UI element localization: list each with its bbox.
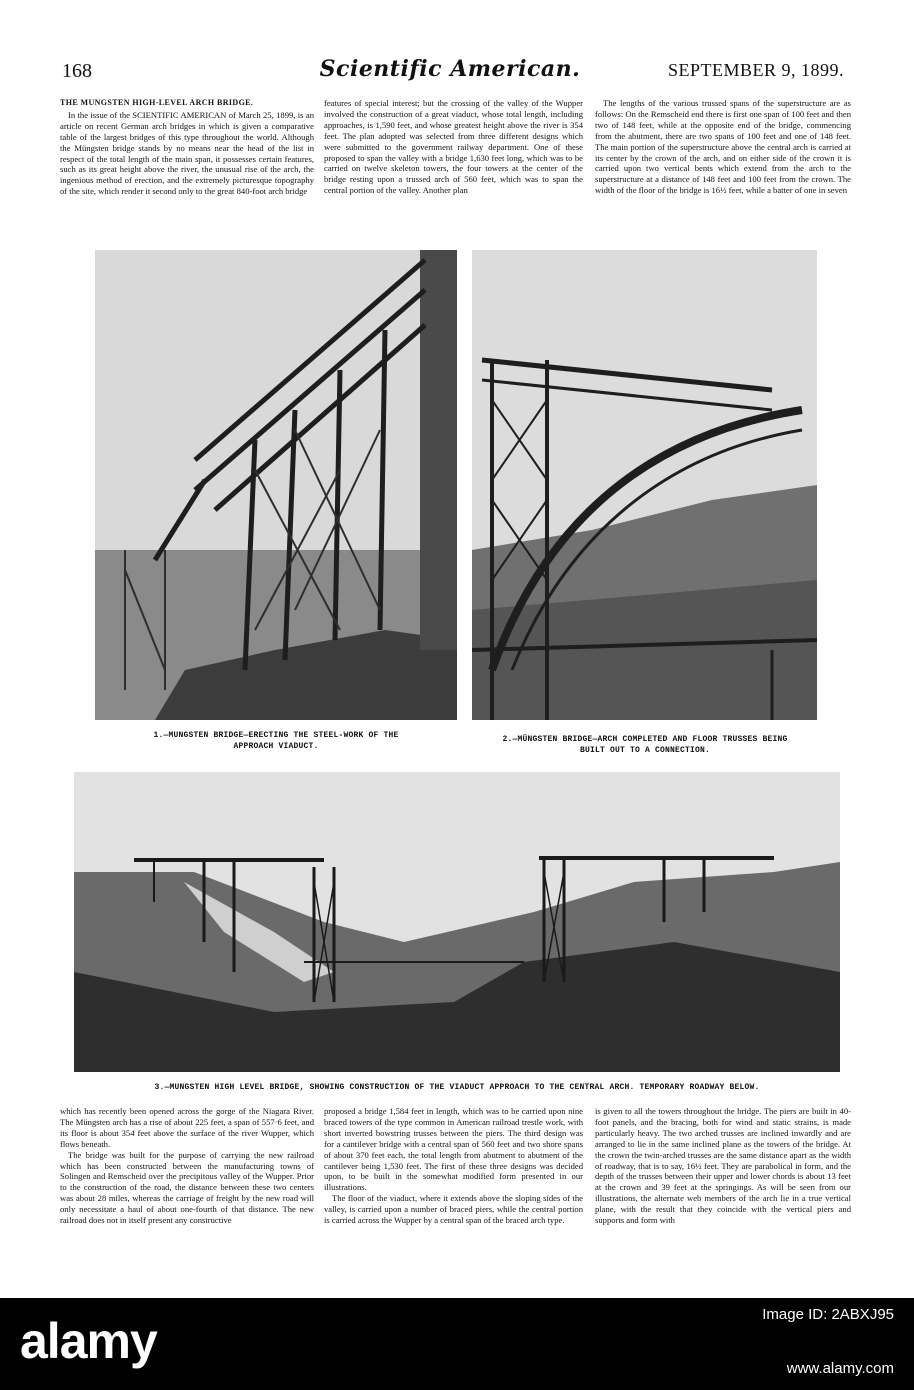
- alamy-logo: alamy: [20, 1313, 157, 1369]
- figure-1-photo: [95, 250, 457, 720]
- caption-line: APPROACH VIADUCT.: [233, 742, 319, 751]
- paragraph: In the issue of the SCIENTIFIC AMERICAN of March 25, 1899, is an article on recent German arch bridges in which is given a comparative table of the largest bridges of this type throughout the world. Although the Müngsten bridge stands by no means near the head of the list in respect of the total length of the main span, it possesses certain features, such as its great height above the river, the unusual rise of the arch, the ingenious method of erection, and the extremely picturesque topography of the site, which render it second only to the great 840-foot arch bridge: [60, 109, 314, 197]
- paragraph: proposed a bridge 1,584 feet in length, which was to be carried upon nine braced towers of the type common in American railroad trestle work, with short inverted bowstring trusses between the piers. The third design was for a cantilever bridge with a central span of 560 feet and two shore spans of about 370 feet each, the total length from abutment to abutment of the cantilever being 1,530 feet. The first of these three designs was decided upon, to be built in the somewhat modified form presented in our illustrations.: [324, 1106, 583, 1193]
- watermark-banner: [0, 1298, 914, 1390]
- paragraph: features of special interest; but the crossing of the valley of the Wupper involved the construction of a great viaduct, whose total length, including approaches, is 1,590 feet, and whose greatest height above the river is 354 feet. The plan adopted was selected from three different designs which were submitted to the government railway department. One of these proposed to span the valley with a bridge 1,630 feet long, which was to be carried on twelve skeleton towers, the four towers at the center of the bridge resting upon a trussed arch of 560 feet, which was to span the central portion of the valley. Another plan: [324, 98, 583, 196]
- page-number: 168: [62, 60, 92, 82]
- article-heading: THE MUNGSTEN HIGH-LEVEL ARCH BRIDGE.: [60, 98, 254, 107]
- paragraph: The floor of the viaduct, where it extends above the sloping sides of the valley, is carried upon a number of braced piers, while the central portion is carried across the Wupper by a central span of the braced arch type.: [324, 1193, 583, 1226]
- figure-3-photo: [74, 772, 840, 1072]
- masthead-title: Scientific American.: [319, 56, 581, 82]
- caption-line: 1.—MUNGSTEN BRIDGE—ERECTING THE STEEL-WORK OF THE: [153, 731, 399, 740]
- paragraph: which has recently been opened across the gorge of the Niagara River. The Müngsten arch has a rise of about 225 feet, a span of 557·6 feet, and its floor is about 354 feet above the surface of the river Wupper, which flows beneath.: [60, 1106, 314, 1149]
- figure-2-photo: [472, 250, 817, 720]
- paragraph: The bridge was built for the purpose of carrying the new railroad which has been constructed between the manufacturing towns of Solingen and Remscheid over the precipitous valley of the Wupper. Prior to the construction of the road, the distance between these two centers was about 28 miles, whereas the carriage of freight by the new road will only necessitate a haul of about one-fourth of that distance. The new railroad does not in itself present any constructive: [60, 1149, 314, 1226]
- figure-1-caption: [95, 730, 457, 752]
- paragraph: The lengths of the various trussed spans of the superstructure are as follows: On the Remscheid end there is first one span of 100 feet and then two of 148 feet, while at the opposite end of the bridge, commencing from the abutment, there are two spans of 100 feet and one of 148 feet. The main portion of the superstructure above the central arch is carried at its center by the crown of the arch, and on either side of the crown it is carried upon two vertical bents which extend from the arch to the superstructure at a distance of 148 feet and 100 feet from the crown. The width of the floor of the bridge is 16½ feet, while a batter of one in seven: [595, 98, 851, 196]
- figure-2-caption: [460, 734, 830, 756]
- article-column-1-top: [60, 98, 314, 197]
- article-column-2-top: [324, 98, 583, 196]
- figure-3-caption: 3.—MUNGSTEN HIGH LEVEL BRIDGE, SHOWING CONSTRUCTION OF THE VIADUCT APPROACH TO THE CENTRAL ARCH. TEMPORARY ROADWAY BELOW.: [154, 1083, 760, 1092]
- article-column-3-top: [595, 98, 851, 196]
- article-column-1-bottom: [60, 1106, 314, 1226]
- article-column-3-bottom: [595, 1106, 851, 1226]
- image-id: Image ID: 2ABXJ95: [762, 1306, 894, 1323]
- caption-line: 2.—MÜNGSTEN BRIDGE—ARCH COMPLETED AND FLOOR TRUSSES BEING: [502, 735, 788, 744]
- caption-line: BUILT OUT TO A CONNECTION.: [579, 746, 711, 755]
- watermark-url: www.alamy.com: [786, 1360, 894, 1377]
- issue-date: SEPTEMBER 9, 1899.: [667, 60, 844, 80]
- article-column-2-bottom: [324, 1106, 583, 1226]
- paragraph: is given to all the towers throughout the bridge. The piers are built in 40-foot panels, and the bracing, both for wind and static strains, is made particularly heavy. The two arched trusses are inclined inwardly and are arranged to lie in the same inclined plane as the towers of the bridge. At the crown the twin-arched trusses are the same distance apart as the width of roadway, that is to say, 16½ feet. They are parabolical in form, and the depth of the trusses between their upper and lower chords is about 13 feet at the crown and 39 feet at the springings. As will be seen from our illustrations, the alternate web members of the arch lie in a true vertical plane, with the result that they coincide with the vertical piers and supports and form with: [595, 1106, 851, 1226]
